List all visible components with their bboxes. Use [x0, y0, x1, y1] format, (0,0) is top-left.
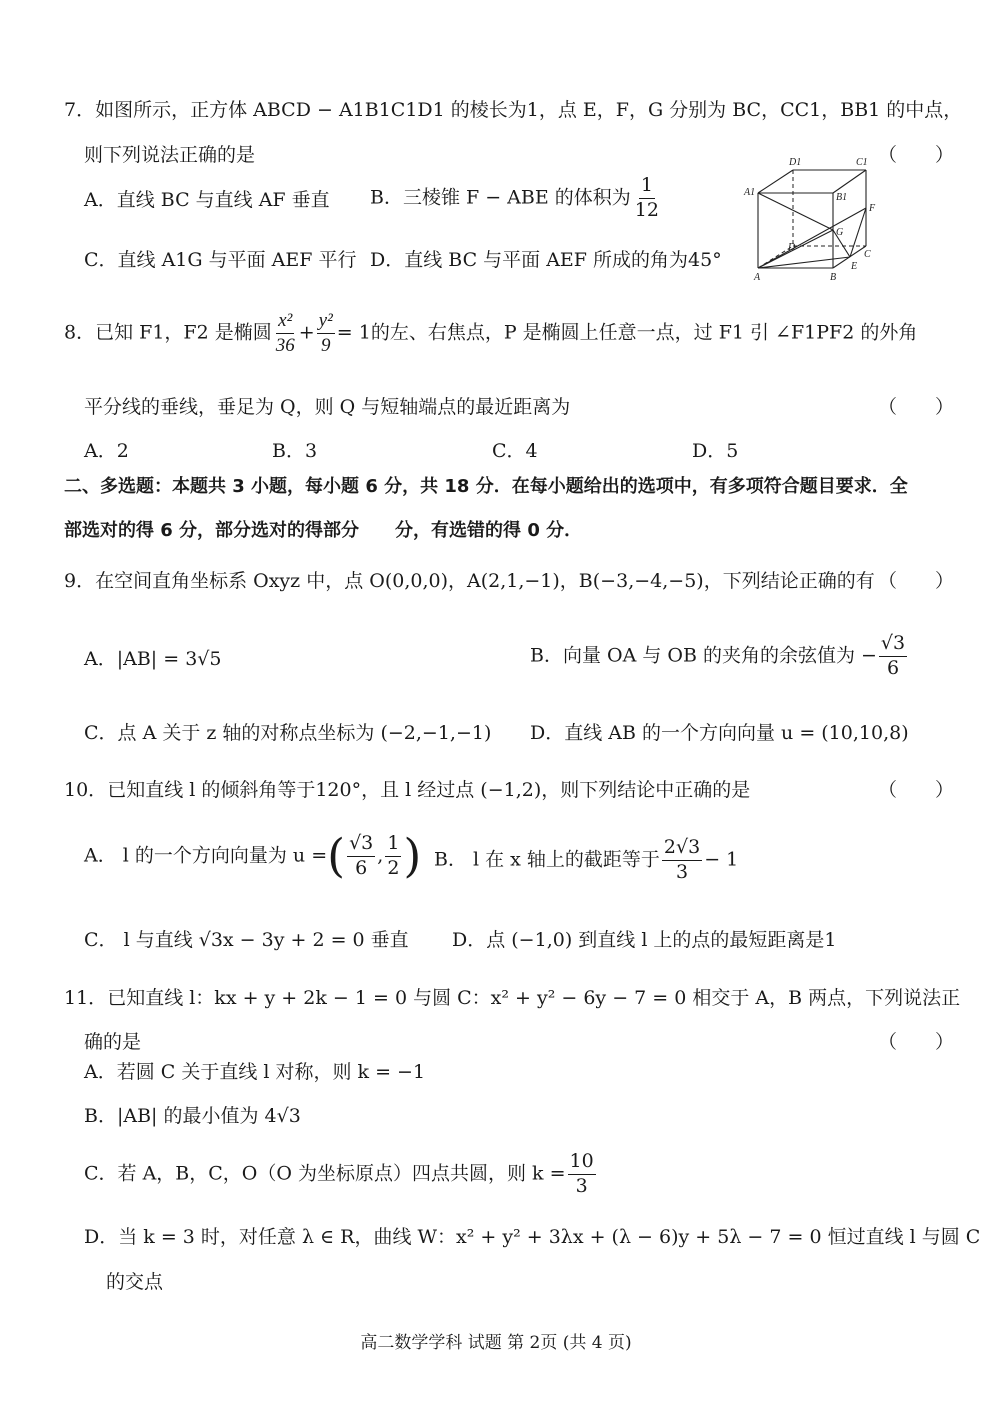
- q7-stem-line1: 如图所示，正方体 ABCD − A1B1C1D1 的棱长为1，点 E，F，G 分别为 BC，CC1，BB1 的中点，: [95, 99, 963, 121]
- q8-plus: +: [298, 321, 315, 344]
- q10-option-b: [434, 838, 738, 883]
- q8-option-a: A．2: [84, 440, 129, 462]
- cube-figure: [738, 150, 878, 285]
- label-a: A: [754, 272, 761, 283]
- q11-option-c-fraction: [568, 1152, 596, 1197]
- q7-option-a: A．直线 BC 与直线 AF 垂直: [84, 189, 330, 211]
- q11-answer-paren: （ ）: [878, 1031, 955, 1053]
- q11-option-b: B．|AB| 的最小值为 4√3: [84, 1105, 301, 1127]
- q8-stem-post: = 1的左、右焦点，P 是椭圆上任意一点，过 F1 引 ∠F1PF2 的外角: [336, 321, 918, 344]
- q8-answer-paren: （ ）: [878, 396, 955, 418]
- q10-option-b-text: B． l 在 x 轴上的截距等于: [434, 848, 660, 871]
- q7-option-b-fraction: [633, 176, 661, 221]
- q10-option-a-left-paren: (: [327, 828, 346, 883]
- q9-option-d: D．直线 AB 的一个方向向量 u = (10,10,8): [530, 722, 909, 744]
- label-e: E: [851, 261, 858, 272]
- section2-heading-line2: 部选对的得 6 分，部分选对的得部分 分，有选错的得 0 分．: [64, 520, 583, 541]
- line-ag: [758, 230, 833, 268]
- q8-fraction-y-numerator: y²: [317, 311, 335, 334]
- q10-option-c: C． l 与直线 √3x − 3y + 2 = 0 垂直: [84, 929, 409, 951]
- q10-option-a-fraction2: [385, 834, 401, 879]
- q9-option-b-fraction: [879, 634, 907, 679]
- q9-option-b: [530, 634, 909, 679]
- q11-stem: [64, 989, 960, 1008]
- q10-option-b-numerator: 2√3: [662, 838, 702, 861]
- q8-option-c: C．4: [492, 440, 538, 462]
- q8-fraction-y-denominator: 9: [320, 334, 331, 356]
- label-c: C: [864, 249, 871, 260]
- q10-answer-paren: （ ）: [878, 779, 955, 801]
- q7-option-b: [370, 176, 663, 221]
- q7-stem-line2: 则下列说法正确的是: [84, 144, 256, 166]
- q8-stem: [64, 311, 917, 356]
- q9-option-c: C．点 A 关于 z 轴的对称点坐标为 (−2,−1,−1): [84, 722, 492, 744]
- label-g: G: [836, 227, 844, 238]
- q7-option-b-denominator: 12: [634, 198, 659, 221]
- label-f: F: [869, 203, 876, 214]
- q8-fraction-x-numerator: x²: [276, 311, 294, 334]
- q7-number: 7．: [64, 99, 96, 121]
- q8-option-d: D．5: [692, 440, 739, 462]
- q8-number: 8．: [64, 321, 96, 344]
- q7-option-c: C．直线 A1G 与平面 AEF 平行: [84, 249, 357, 271]
- q10-option-a-fraction1: [347, 834, 375, 879]
- q8-stem-line2: 平分线的垂线，垂足为 Q，则 Q 与短轴端点的最近距离为: [84, 396, 571, 418]
- q10-option-b-denominator: 3: [676, 860, 689, 883]
- q9-option-a: A．|AB| = 3√5: [84, 648, 222, 670]
- label-b: B: [830, 272, 837, 283]
- q9-option-b-text: B．向量 OA 与 OB 的夹角的余弦值为 −: [530, 644, 877, 667]
- q8-fraction-y: [317, 311, 335, 356]
- line-af: [758, 208, 866, 268]
- q10-option-d: D．点 (−1,0) 到直线 l 上的点的最短距离是1: [452, 929, 837, 951]
- q11-stem-line2: 确的是: [84, 1031, 142, 1053]
- q11-option-d-continuation: 的交点: [106, 1271, 164, 1293]
- q10-option-a-numerator2: 1: [385, 834, 401, 857]
- q8-fraction-x: [274, 311, 297, 356]
- q7-option-d: D．直线 BC 与平面 AEF 所成的角为45°: [370, 249, 722, 271]
- label-b1: B1: [836, 192, 848, 203]
- q10-option-a-text: A． l 的一个方向向量为 u =: [84, 844, 328, 867]
- q8-fraction-x-denominator: 36: [275, 334, 295, 356]
- q8-option-b: B．3: [272, 440, 318, 462]
- q9-answer-paren: （ ）: [878, 570, 955, 592]
- q7-stem: [64, 101, 962, 120]
- label-d1: D1: [789, 157, 802, 168]
- q10-option-a-numerator1: √3: [347, 834, 375, 857]
- q9-number: 9．: [64, 570, 96, 592]
- section2-heading-line1: 二、多选题：本题共 3 小题，每小题 6 分，共 18 分．在每小题给出的选项中，有多项符合题目要求．全: [64, 476, 908, 497]
- page-footer: 高二数学学科 试题 第 2页 (共 4 页): [360, 1333, 632, 1353]
- q11-option-c-numerator: 10: [568, 1152, 596, 1175]
- q7-option-b-numerator: 1: [639, 176, 655, 199]
- q10-option-a-right-paren: ): [403, 828, 422, 883]
- q10-option-a-denominator1: 6: [355, 856, 368, 879]
- q10-stem: [64, 781, 750, 800]
- label-a1: A1: [744, 187, 756, 198]
- q10-option-a-denominator2: 2: [387, 856, 400, 879]
- q9-stem: [64, 572, 875, 591]
- line-a1g: [758, 193, 833, 230]
- q11-option-c-denominator: 3: [575, 1174, 588, 1197]
- q11-option-a: A．若圆 C 关于直线 l 对称，则 k = −1: [84, 1061, 426, 1083]
- q10-number: 10．: [64, 779, 108, 801]
- q8-stem-pre: 已知 F1，F2 是椭圆: [95, 321, 272, 344]
- q7-answer-paren: （ ）: [878, 144, 955, 166]
- q11-option-c: [84, 1152, 598, 1197]
- q11-stem-line1: 已知直线 l：kx + y + 2k − 1 = 0 与圆 C：x² + y² − 6y − 7 = 0 相交于 A，B 两点，下列说法正: [107, 987, 961, 1009]
- label-d: D: [788, 242, 796, 253]
- q10-option-b-fraction: [662, 838, 702, 883]
- q11-option-d: D．当 k = 3 时，对任意 λ ∈ R，曲线 W：x² + y² + 3λx + (λ − 6)y + 5λ − 7 = 0 恒过直线 l 与圆 C: [84, 1226, 981, 1248]
- q9-option-b-numerator: √3: [879, 634, 907, 657]
- q9-stem-text: 在空间直角坐标系 Oxyz 中，点 O(0,0,0)，A(2,1,−1)，B(−3,−4,−5)，下列结论正确的有: [95, 570, 875, 592]
- cube-edge: [758, 170, 793, 193]
- q11-number: 11．: [64, 987, 108, 1009]
- q9-option-b-denominator: 6: [886, 656, 900, 679]
- q10-option-a: A． l 的一个方向向量为 u =( $\frac{√3}{6}$ , $\frac{1}{2}$ ): [84, 828, 422, 883]
- q10-option-b-suffix: − 1: [704, 848, 739, 871]
- q7-option-b-text: B．三棱锥 F − ABE 的体积为: [370, 186, 631, 209]
- q10-stem-text: 已知直线 l 的倾斜角等于120°，且 l 经过点 (−1,2)，则下列结论中正确的是: [107, 779, 751, 801]
- cube-edge: [833, 170, 866, 193]
- q11-option-c-text: C．若 A，B，C，O（O 为坐标原点）四点共圆，则 k =: [84, 1162, 566, 1185]
- label-c1: C1: [856, 157, 868, 168]
